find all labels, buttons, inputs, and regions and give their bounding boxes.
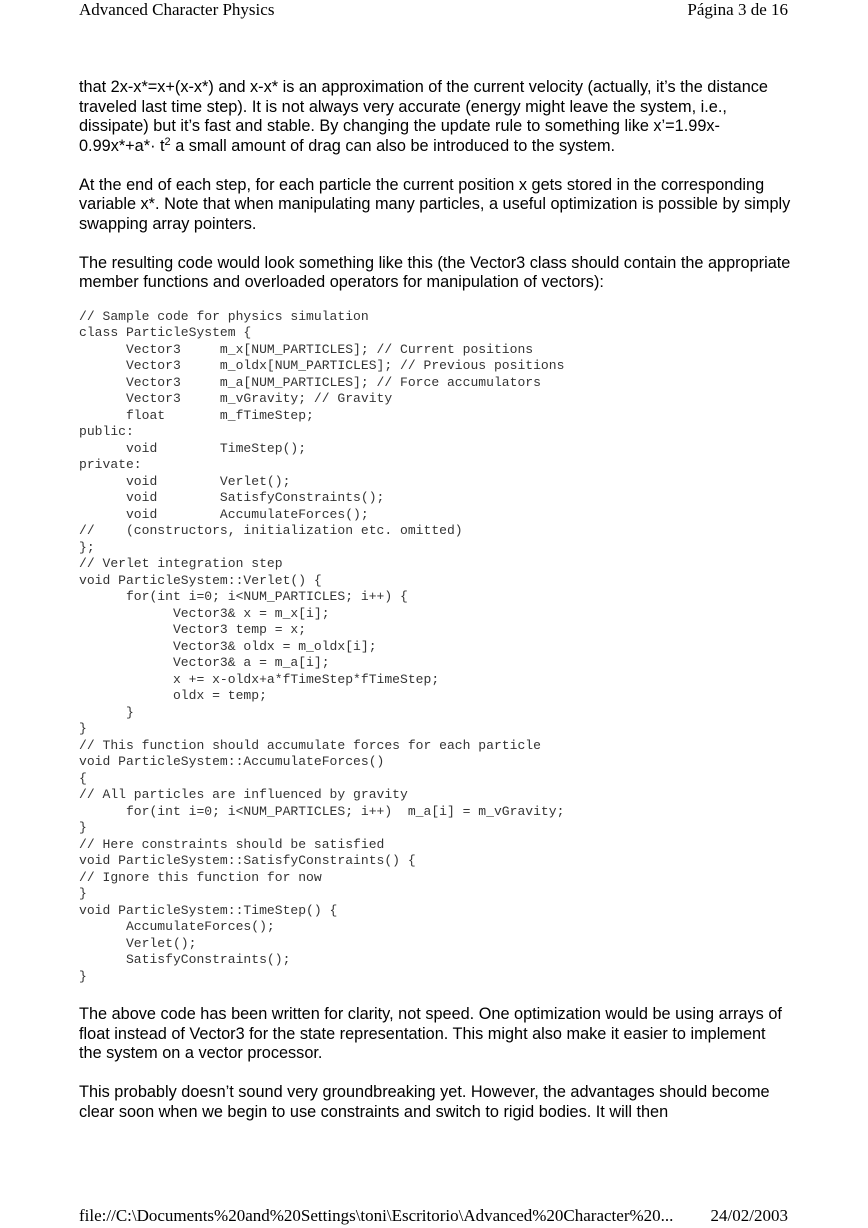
document-body (79, 78, 791, 1142)
paragraph-optimization: The above code has been written for clarity, not speed. One optimization would be using arrays of float instead of Vector3 for the state representation. This might also make it easier to implement the system on a vector processor. (79, 1005, 782, 1062)
code-listing: // Sample code for physics simulation class ParticleSystem { Vector3 m_x[NUM_PARTICLES]; // Current positions Vector3 m_oldx[NUM_PARTICLES]; // Previous positions Vector3 m_a[NUM_PARTICLES]; // Force accumulators Vector3 m_vGravity; // Gravity float m_fTimeStep; public: void TimeStep(); private: void Verlet(); void SatisfyConstraints(); void AccumulateForces(); // (constructors, initialization etc. omitted) }; // Verlet integration step void ParticleSystem::Verlet() { for(int i=0; i<NUM_PARTICLES; i++) { Vector3& x = m_x[i]; Vector3 temp = x; Vector3& oldx = m_oldx[i]; Vector3& a = m_a[i]; x += x-oldx+a*fTimeStep*fTimeStep; oldx = temp; } } // This function should accumulate forces for each particle void ParticleSystem::AccumulateForces() { // All particles are influenced by gravity for(int i=0; i<NUM_PARTICLES; i++) m_a[i] = m_vGravity; } // Here constraints should be satisfied void ParticleSystem::SatisfyConstraints() { // Ignore this function for now } void ParticleSystem::TimeStep() { AccumulateForces(); Verlet(); SatisfyConstraints(); } (79, 308, 565, 984)
page-header (79, 0, 788, 20)
document-title: Advanced Character Physics (79, 0, 275, 19)
paragraph-code-intro: The resulting code would look something like this (the Vector3 class should contain the appropriate member functions and overloaded operators for manipulation of vectors): (79, 253, 791, 291)
paragraph-constraints-intro: This probably doesn’t sound very groundbreaking yet. However, the advantages should become clear soon when we begin to use constraints and switch to rigid bodies. It will then (79, 1083, 770, 1121)
page-number: Página 3 de 16 (687, 0, 788, 19)
superscript: 2 (164, 135, 171, 148)
print-date: 24/02/2003 (710, 1206, 788, 1225)
paragraph-position-storage: At the end of each step, for each particle the current position x gets stored in the corresponding variable x*. Note that when manipulating many particles, a useful optimization is possible by simply swapping array pointers. (79, 175, 791, 233)
paragraph-text: that 2x-x*=x+(x-x*) and x-x* is an approximation of the current velocity (actually, it’s the distance traveled last time step). It is not always very accurate (energy might leave the system, i.e., dissipate) but it’s fast and stable. By changing the update rule to something like x’=1.99x-0.99x*+a*· t (79, 78, 768, 155)
file-path-link[interactable]: file://C:\Documents%20and%20Settings\toni\Escritorio\Advanced%20Character%20... (79, 1206, 674, 1225)
page-footer (79, 1206, 788, 1226)
paragraph-verlet-velocity (79, 78, 791, 156)
paragraph-text: a small amount of drag can also be introduced to the system. (170, 136, 616, 155)
